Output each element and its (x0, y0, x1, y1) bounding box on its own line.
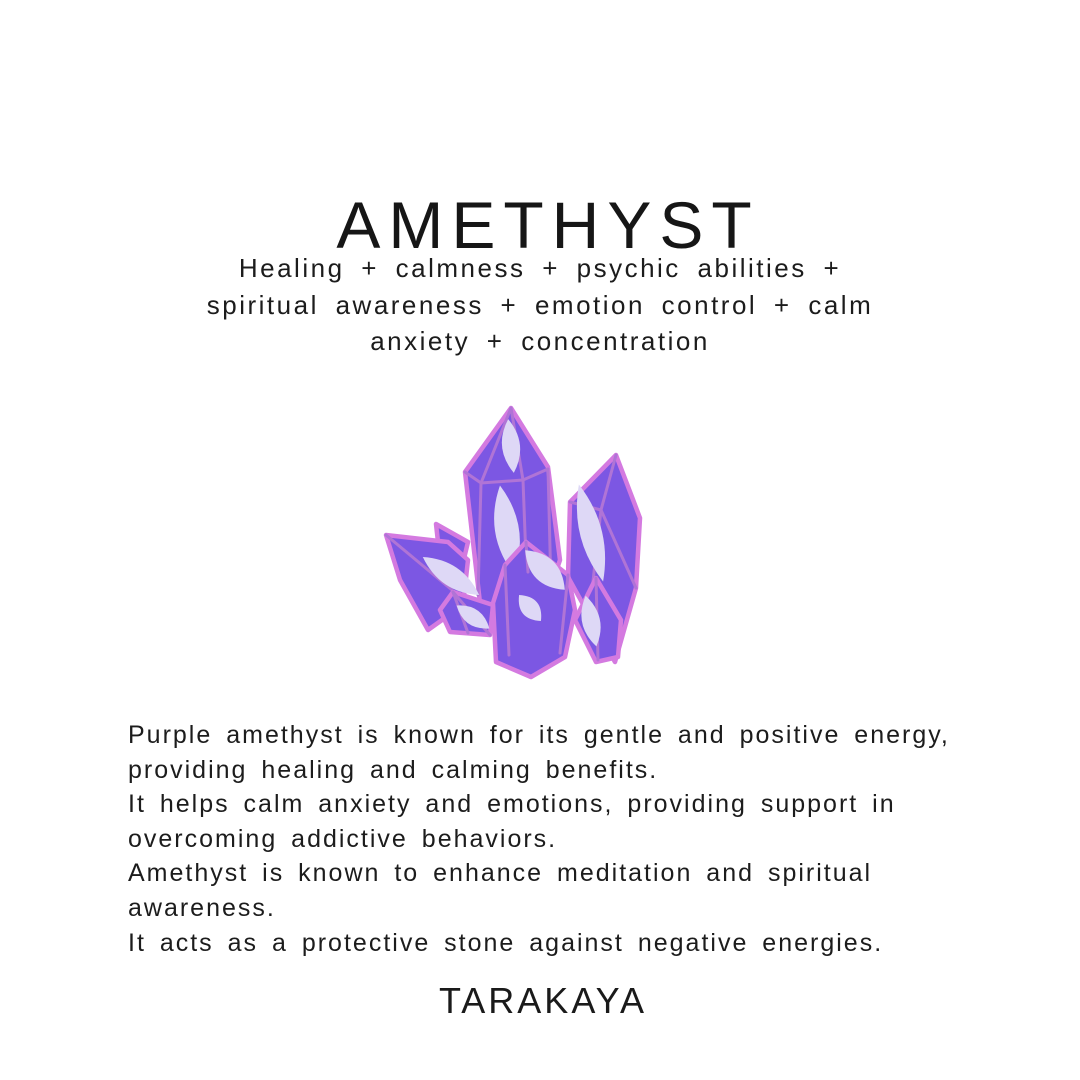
description-line: It helps calm anxiety and emotions, providing support in (128, 790, 896, 819)
page-title: AMETHYST (336, 188, 760, 263)
subtitle (0, 250, 1080, 360)
subtitle-line: anxiety + concentration (370, 326, 710, 356)
subtitle-line: spiritual awareness + emotion control + calm (206, 289, 874, 320)
description-line: It acts as a protective stone against negative energies. (128, 928, 884, 957)
description-line: Purple amethyst is known for its gentle and positive energy, (128, 721, 950, 749)
description-line: overcoming addictive behaviors. (128, 824, 558, 853)
description (128, 718, 950, 960)
amethyst-crystal-illustration (378, 390, 700, 690)
crystal-front-chunk (493, 542, 575, 677)
subtitle-line: Healing + calmness + psychic abilities + (238, 253, 842, 283)
description-line: awareness. (128, 893, 276, 922)
description-line: providing healing and calming benefits. (128, 755, 659, 784)
description-line: Amethyst is known to enhance meditation and spiritual (128, 859, 873, 888)
amethyst-crystal-icon (378, 390, 700, 690)
brand-name: TARAKAYA (438, 980, 648, 1021)
